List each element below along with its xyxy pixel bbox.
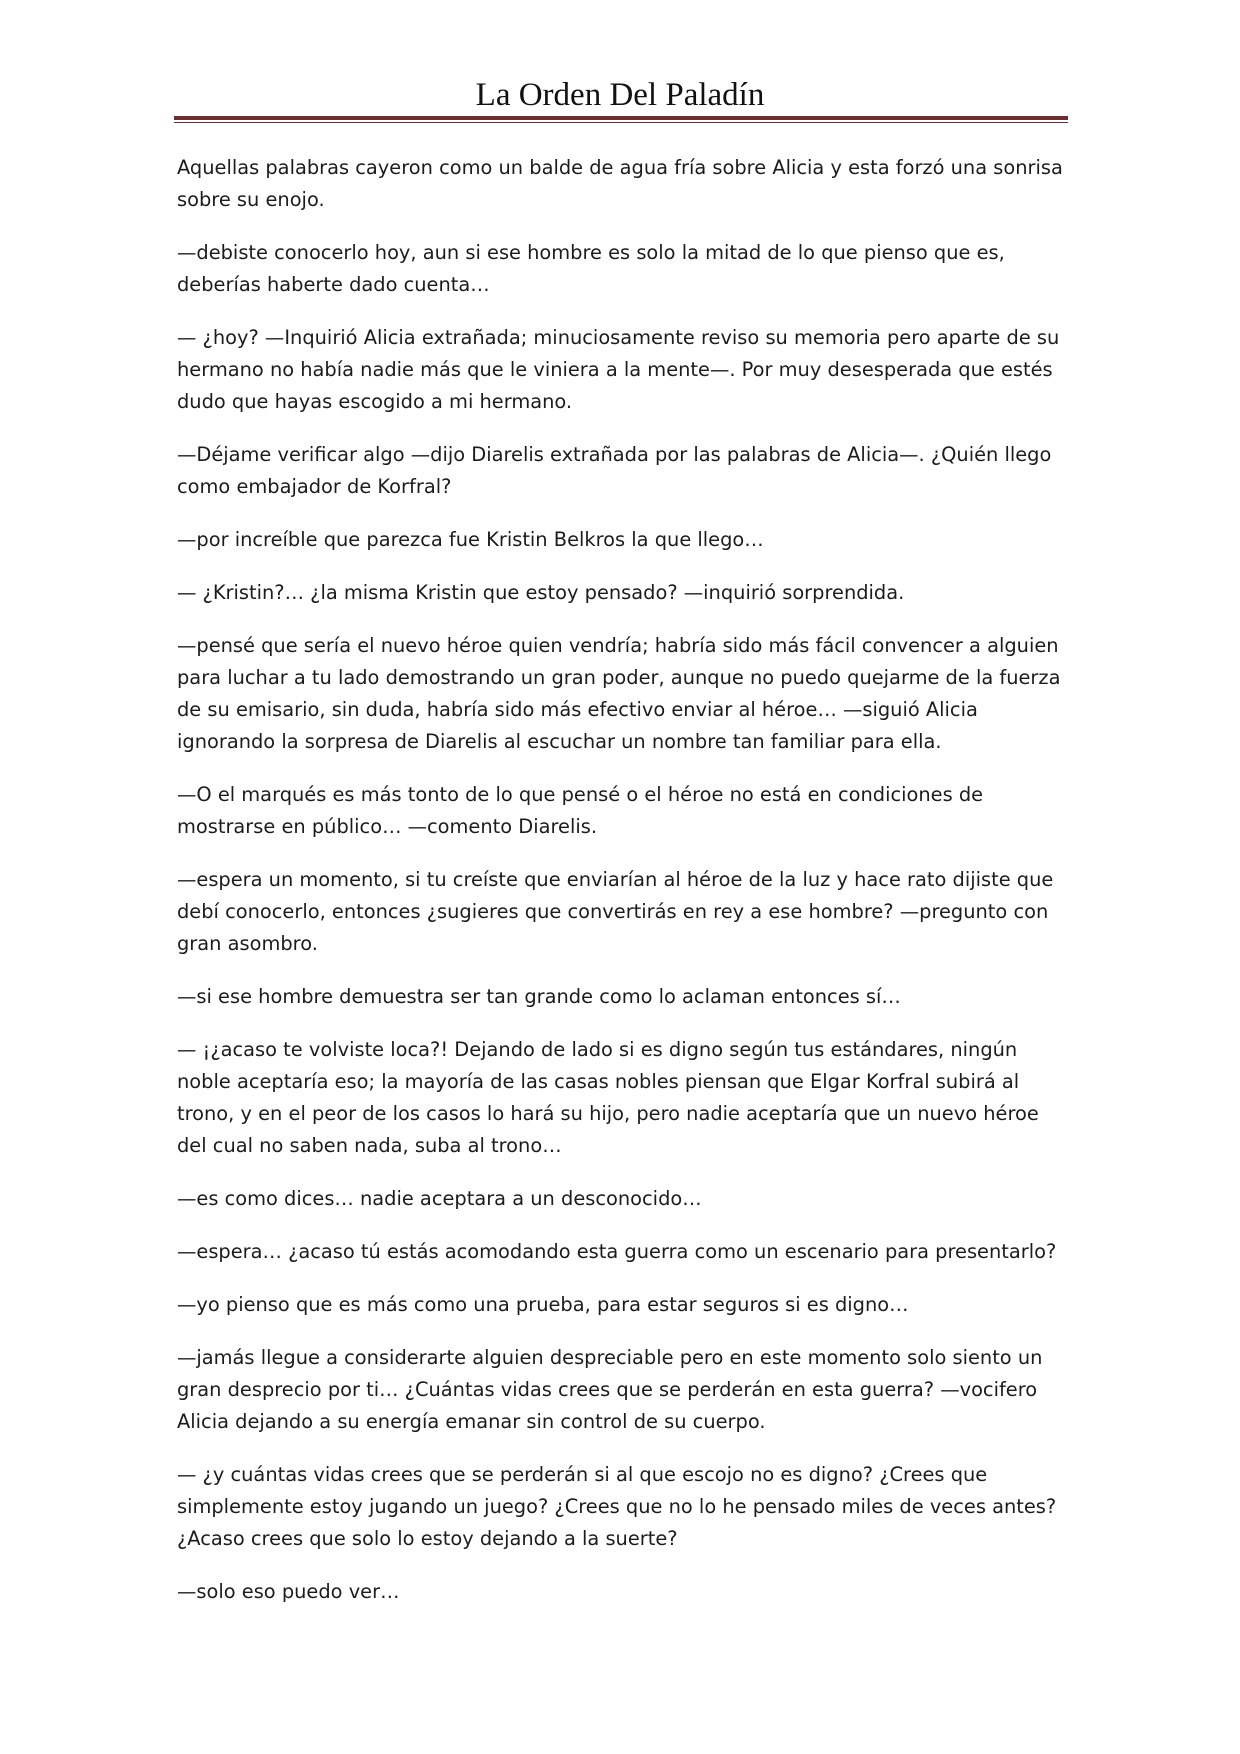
paragraph: —debiste conocerlo hoy, aun si ese hombre es solo la mitad de lo que pienso que es, deberías haberte dado cuenta… [177,241,1005,296]
page-header-title: La Orden Del Paladín [475,77,765,113]
paragraph: —jamás llegue a considerarte alguien despreciable pero en este momento solo siento un gran desprecio por ti… ¿Cuántas vidas crees que se perderán en esta guerra? —vocifero Alicia dejando a su energía emanar sin control de su cuerpo. [177,1346,1043,1433]
paragraph: —espera un momento, si tu creíste que enviarían al héroe de la luz y hace rato dijiste que debí conocerlo, entonces ¿sugieres que convertirás en rey a ese hombre? —pregunto con gran asombro. [177,868,1054,955]
paragraph: — ¿y cuántas vidas crees que se perderán si al que escojo no es digno? ¿Crees que simplemente estoy jugando un juego? ¿Crees que no lo he pensado miles de veces antes? ¿Acaso crees que solo lo estoy dejando a la suerte? [177,1463,1057,1550]
paragraph: —Déjame verificar algo —dijo Diarelis extrañada por las palabras de Alicia—. ¿Quién llego como embajador de Korfral? [177,443,1052,498]
paragraph: Aquellas palabras cayeron como un balde de agua fría sobre Alicia y esta forzó una sonrisa sobre su enojo. [177,156,1063,211]
paragraph: —si ese hombre demuestra ser tan grande como lo aclaman entonces sí… [177,985,901,1008]
paragraph: —O el marqués es más tonto de lo que pensé o el héroe no está en condiciones de mostrarse en público… —comento Diarelis. [177,783,984,838]
paragraph: —por increíble que parezca fue Kristin Belkros la que llego… [177,528,764,551]
header-rule-thin [174,122,1068,123]
paragraph: — ¿Kristin?… ¿la misma Kristin que estoy pensado? —inquirió sorprendida. [177,581,905,604]
paragraph: —espera… ¿acaso tú estás acomodando esta guerra como un escenario para presentarlo? [177,1240,1057,1263]
body-text [177,152,1065,1629]
paragraph: —solo eso puedo ver… [177,1580,400,1603]
paragraph: — ¡¿acaso te volviste loca?! Dejando de lado si es digno según tus estándares, ningún noble aceptaría eso; la mayoría de las casas nobles piensan que Elgar Korfral subirá al trono, y en el peor de los casos lo hará su hijo, pero nadie aceptaría que un nuevo héroe del cual no saben nada, suba al trono… [177,1038,1039,1157]
paragraph: —es como dices… nadie aceptara a un desconocido… [177,1187,702,1210]
paragraph: —yo pienso que es más como una prueba, para estar seguros si es digno… [177,1293,909,1316]
header-rule-thick [174,116,1068,120]
paragraph: —pensé que sería el nuevo héroe quien vendría; habría sido más fácil convencer a alguien para luchar a tu lado demostrando un gran poder, aunque no puedo quejarme de la fuerza de su emisario, sin duda, habría sido más efectivo enviar al héroe… —siguió Alicia ignorando la sorpresa de Diarelis al escuchar un nombre tan familiar para ella. [177,634,1061,753]
paragraph: — ¿hoy? —Inquirió Alicia extrañada; minuciosamente reviso su memoria pero aparte de su hermano no había nadie más que le viniera a la mente—. Por muy desesperada que estés dudo que hayas escogido a mi hermano. [177,326,1060,413]
